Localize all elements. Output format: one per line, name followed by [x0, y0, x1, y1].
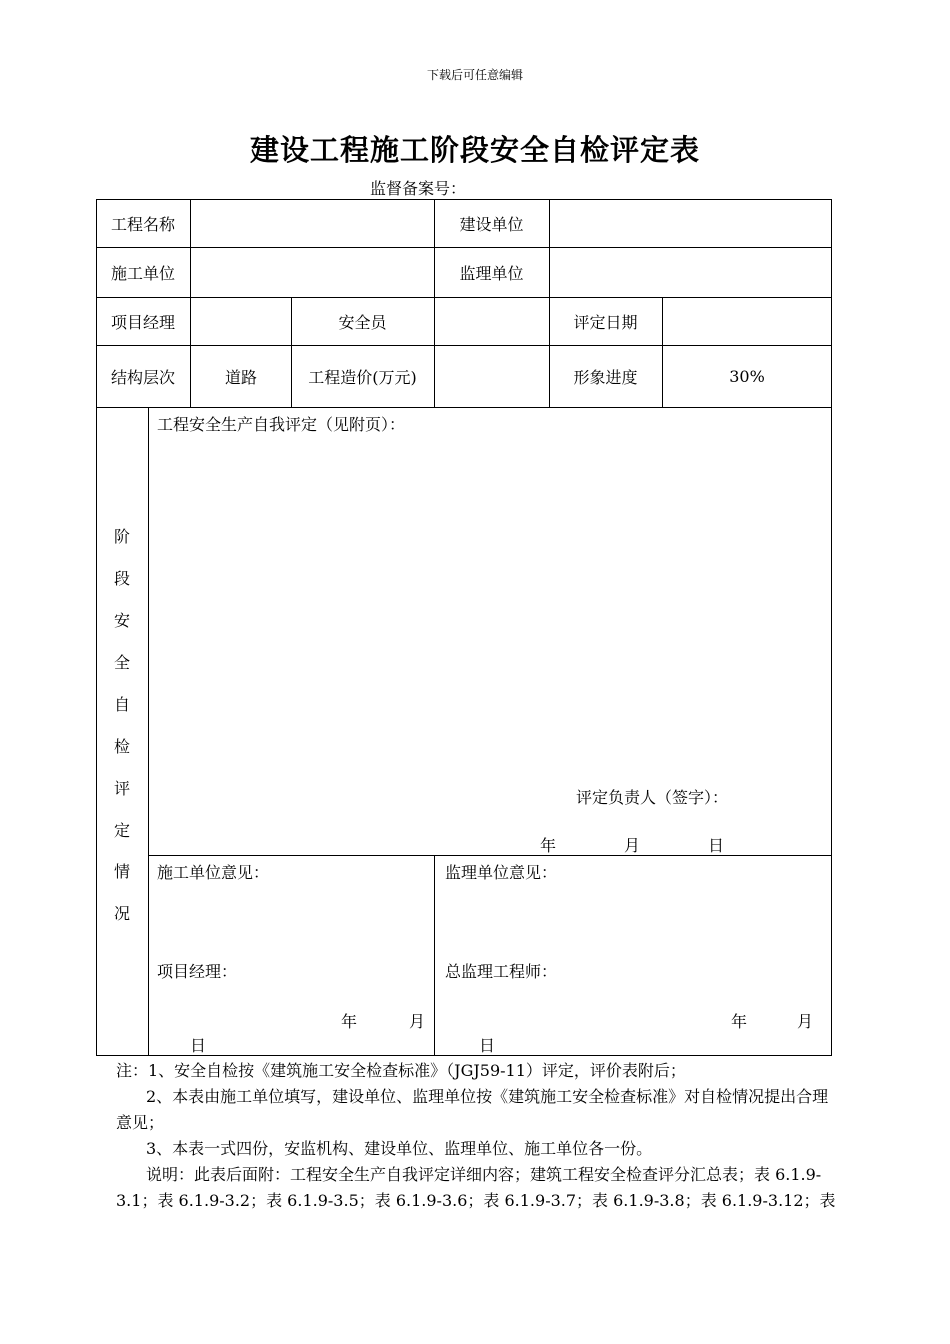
- side-char: 段: [113, 569, 130, 588]
- constructor-label: 施工单位: [110, 263, 175, 283]
- chief-supervisor-sign-label: 总监理工程师：: [445, 962, 558, 981]
- safety-officer-field[interactable]: [435, 297, 549, 345]
- record-number-label: 监督备案号：: [370, 179, 467, 198]
- side-char: 检: [113, 737, 130, 756]
- supervisor-field[interactable]: [550, 247, 831, 297]
- eval-day: 日: [708, 836, 725, 855]
- project-name-label: 工程名称: [110, 214, 175, 234]
- safety-officer-label: 安全员: [338, 312, 387, 332]
- pm-label: 项目经理: [110, 312, 175, 332]
- pm-sign-label: 项目经理：: [157, 962, 238, 981]
- supervisor-day: 日: [479, 1036, 496, 1055]
- side-char: 自: [113, 695, 130, 714]
- eval-date-label: 评定日期: [573, 312, 638, 332]
- structure-label: 结构层次: [110, 367, 175, 387]
- eval-year: 年: [540, 836, 557, 855]
- builder-field[interactable]: [550, 199, 831, 247]
- cost-field[interactable]: [435, 345, 549, 407]
- progress-label: 形象进度: [573, 367, 638, 387]
- constructor-month: 月: [409, 1012, 426, 1031]
- constructor-opinion-label: 施工单位意见：: [157, 863, 270, 882]
- note-3: 3、本表一式四份，安监机构、建设单位、监理单位、施工单位各一份。: [146, 1139, 653, 1158]
- notes: [116, 1058, 836, 1214]
- constructor-field[interactable]: [191, 247, 434, 297]
- supervisor-opinion-label: 监理单位意见：: [445, 863, 558, 882]
- builder-label: 建设单位: [459, 214, 524, 234]
- constructor-day: 日: [190, 1036, 207, 1055]
- project-name-field[interactable]: [191, 199, 434, 247]
- eval-date-field[interactable]: [663, 297, 831, 345]
- eval-month: 月: [624, 836, 641, 855]
- responsible-sign-label: 评定负责人（签字）：: [576, 788, 729, 807]
- note-4: 说明：此表后面附：工程安全生产自我评定详细内容；建筑工程安全检查评分汇总表；表 6.1.9-3.1；表 6.1.9-3.2；表 6.1.9-3.5；表 6.1.9-3.6；表 6.1.9-3.7；表 6.1.9-3.8；表 6.1.9-3.12；表: [116, 1165, 836, 1210]
- side-char: 全: [113, 653, 130, 672]
- supervisor-month: 月: [797, 1012, 814, 1031]
- cost-label: 工程造价(万元): [308, 367, 417, 387]
- page-title: 建设工程施工阶段安全自检评定表: [249, 133, 700, 167]
- note-2: 2、本表由施工单位填写，建设单位、监理单位按《建筑施工安全检查标准》对自检情况提出合理意见；: [116, 1087, 829, 1132]
- note-1: 注：1、安全自检按《建筑施工安全检查标准》（JGJ59-11）评定，评价表附后；: [116, 1061, 686, 1080]
- side-char: 情: [113, 862, 130, 881]
- supervisor-label: 监理单位: [459, 263, 524, 283]
- self-eval-label: 工程安全生产自我评定（见附页）：: [157, 415, 406, 434]
- structure-value: 道路: [224, 367, 257, 387]
- supervisor-year: 年: [731, 1012, 748, 1031]
- side-char: 评: [113, 779, 130, 798]
- progress-value: 30%: [729, 366, 765, 386]
- side-char: 定: [113, 821, 130, 840]
- side-char: 况: [113, 904, 130, 923]
- side-char: 安: [113, 611, 130, 630]
- side-char: 阶: [113, 527, 130, 546]
- header-note: 下载后可任意编辑: [426, 68, 523, 82]
- pm-field[interactable]: [191, 297, 291, 345]
- constructor-year: 年: [341, 1012, 358, 1031]
